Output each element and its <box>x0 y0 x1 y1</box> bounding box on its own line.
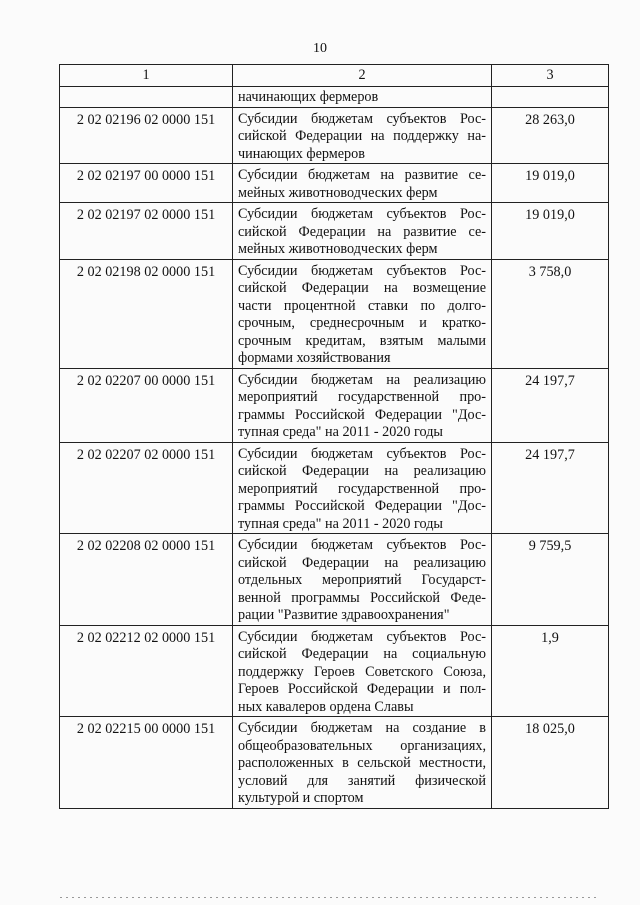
budget-code: 2 02 02208 02 0000 151 <box>60 534 233 626</box>
description-line: мероприятий государственной про- <box>238 389 486 405</box>
description-line: мейных животноводческих ферм <box>238 184 438 201</box>
amount-value: 24 197,7 <box>492 442 609 534</box>
description-line: Субсидии бюджетам субъектов Рос- <box>238 537 486 553</box>
description-line: сийской Федерации на поддержку на- <box>238 128 486 144</box>
description-line: части процентной ставки по долго- <box>238 297 486 314</box>
description-line: Субсидии бюджетам субъектов Рос- <box>238 628 486 645</box>
budget-code: 2 02 02212 02 0000 151 <box>60 625 233 717</box>
description-line: Субсидии бюджетам субъектов Рос- <box>238 262 486 279</box>
column-header-3: 3 <box>492 65 609 87</box>
description-line: сийской Федерации на реализацию <box>238 554 486 571</box>
amount-value: 28 263,0 <box>492 107 609 164</box>
description-line: тупная среда" на 2011 - 2020 годы <box>238 424 443 440</box>
amount-value: 9 759,5 <box>492 534 609 626</box>
table-header-row <box>60 65 609 87</box>
column-header-2: 2 <box>233 65 492 87</box>
continuation-code-cell <box>60 87 233 108</box>
budget-code: 2 02 02198 02 0000 151 <box>60 259 233 368</box>
description-line: рации "Развитие здравоохранения" <box>238 607 450 623</box>
column-header-1: 1 <box>60 65 233 87</box>
description-line: сийской Федерации на возмещение <box>238 280 486 296</box>
description-line: отдельных мероприятий Государст- <box>238 572 486 588</box>
subsidy-description <box>233 164 492 203</box>
table-row <box>60 368 609 442</box>
subsidy-description <box>233 368 492 442</box>
description-line: сийской Федерации на социальную <box>238 646 486 662</box>
table-row <box>60 259 609 368</box>
description-line: мейных животноводческих ферм <box>238 241 438 257</box>
description-line: условий для занятий физической <box>238 772 486 789</box>
description-line: формами хозяйствования <box>238 350 391 366</box>
description-line: чинающих фермеров <box>238 145 365 162</box>
page-number: 10 <box>313 41 327 56</box>
amount-value: 24 197,7 <box>492 368 609 442</box>
budget-table <box>59 64 609 809</box>
description-line: культурой и спортом <box>238 790 364 806</box>
subsidy-description <box>233 625 492 717</box>
table-row <box>60 164 609 203</box>
budget-code: 2 02 02207 00 0000 151 <box>60 368 233 442</box>
description-line: венной программы Российской Феде- <box>238 589 486 606</box>
amount-value: 19 019,0 <box>492 203 609 260</box>
description-line: общеобразовательных организациях, <box>238 737 486 754</box>
description-line: срочным кредитам, взятым малыми <box>238 332 486 349</box>
description-line: Субсидии бюджетам на развитие се- <box>238 167 486 183</box>
table-row <box>60 442 609 534</box>
description-line: граммы Российской Федерации "Дос- <box>238 498 486 514</box>
amount-value: 18 025,0 <box>492 717 609 809</box>
table-row <box>60 534 609 626</box>
amount-value: 3 758,0 <box>492 259 609 368</box>
description-line: тупная среда" на 2011 - 2020 годы <box>238 515 443 532</box>
description-line: Субсидии бюджетам субъектов Рос- <box>238 206 486 222</box>
table-row <box>60 203 609 260</box>
description-line: поддержку Героев Советского Союза, <box>238 663 486 680</box>
subsidy-description <box>233 107 492 164</box>
budget-code: 2 02 02197 02 0000 151 <box>60 203 233 260</box>
description-line: расположенных в сельской местности, <box>238 755 486 771</box>
budget-code: 2 02 02207 02 0000 151 <box>60 442 233 534</box>
table-row <box>60 107 609 164</box>
description-line: граммы Российской Федерации "Дос- <box>238 406 486 423</box>
continuation-row <box>60 87 609 108</box>
amount-value: 19 019,0 <box>492 164 609 203</box>
description-line: срочным, среднесрочным и кратко- <box>238 315 486 331</box>
description-line: Субсидии бюджетам субъектов Рос- <box>238 445 486 462</box>
description-line: Субсидии бюджетам на реализацию <box>238 371 486 388</box>
subsidy-description <box>233 203 492 260</box>
amount-value: 1,9 <box>492 625 609 717</box>
budget-code: 2 02 02215 00 0000 151 <box>60 717 233 809</box>
budget-code: 2 02 02196 02 0000 151 <box>60 107 233 164</box>
table-row <box>60 717 609 809</box>
description-line: сийской Федерации на развитие се- <box>238 223 486 240</box>
description-line: Героев Российской Федерации и пол- <box>238 681 486 697</box>
budget-code: 2 02 02197 00 0000 151 <box>60 164 233 203</box>
subsidy-description <box>233 717 492 809</box>
scan-edge-line <box>60 897 600 898</box>
subsidy-description <box>233 534 492 626</box>
subsidy-description <box>233 442 492 534</box>
description-line: Субсидии бюджетам субъектов Рос- <box>238 110 486 127</box>
description-line: ных кавалеров ордена Славы <box>238 698 414 715</box>
continuation-description: начинающих фермеров <box>233 87 492 108</box>
subsidy-description <box>233 259 492 368</box>
description-line: Субсидии бюджетам на создание в <box>238 720 486 736</box>
table-row <box>60 625 609 717</box>
continuation-amount-cell <box>492 87 609 108</box>
description-line: сийской Федерации на реализацию <box>238 463 486 479</box>
description-line: мероприятий государственной про- <box>238 480 486 497</box>
